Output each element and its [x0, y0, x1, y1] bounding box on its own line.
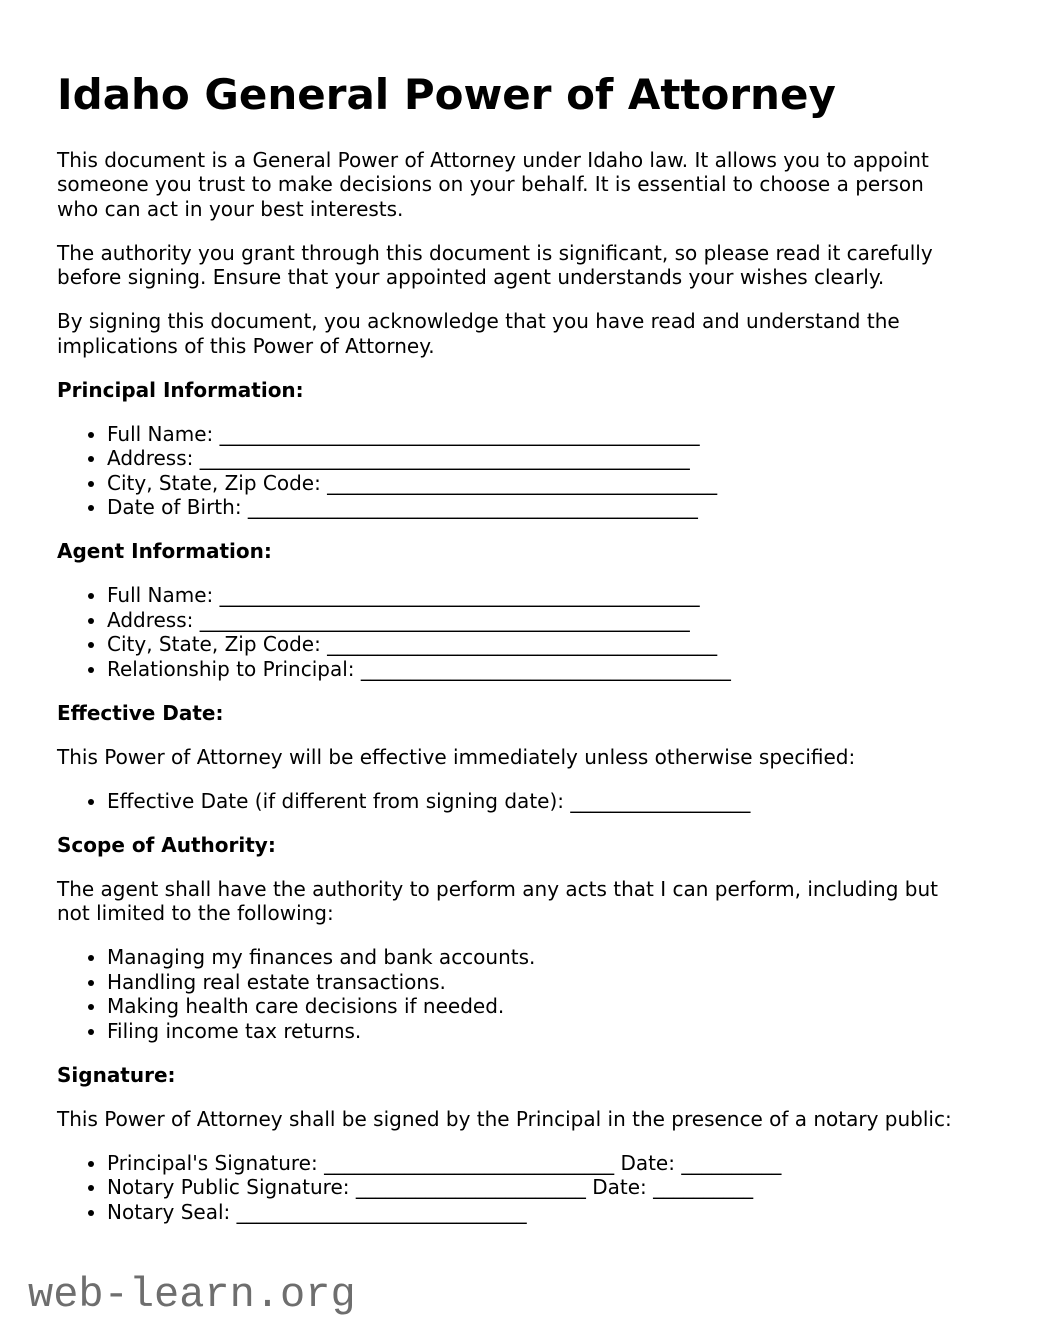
- document-title: Idaho General Power of Attorney: [57, 70, 836, 119]
- scope-of-authority-heading: Scope of Authority:: [57, 832, 276, 857]
- principal-city-state-zip-field: • City, State, Zip Code: _______________________________________: [107, 471, 952, 496]
- signature-heading: Signature:: [57, 1062, 176, 1087]
- scope-item-real-estate: • Handling real estate transactions.: [107, 970, 952, 995]
- scope-of-authority-list: [57, 945, 952, 1043]
- principal-date-of-birth-field: • Date of Birth: _____________________________________________: [107, 495, 952, 520]
- signature-paragraph: This Power of Attorney shall be signed by the Principal in the presence of a notary public:: [57, 1106, 952, 1131]
- agent-relationship-field: • Relationship to Principal: _____________________________________: [107, 657, 952, 682]
- principal-full-name-field: • Full Name: ________________________________________________: [107, 422, 952, 447]
- agent-address-field: • Address: _________________________________________________: [107, 608, 952, 633]
- notary-public-signature-field: • Notary Public Signature: _______________________ Date: __________: [107, 1175, 952, 1200]
- effective-date-field: • Effective Date (if different from signing date): __________________: [107, 789, 952, 814]
- intro-paragraph-3: By signing this document, you acknowledge that you have read and understand the implications of this Power of Attorney.: [57, 309, 900, 358]
- principal-information-list: [57, 422, 952, 520]
- principal-address-field: • Address: _________________________________________________: [107, 446, 952, 471]
- signature-list: [57, 1151, 952, 1225]
- effective-date-paragraph: This Power of Attorney will be effective immediately unless otherwise specified:: [57, 744, 856, 769]
- agent-information-list: [57, 583, 952, 681]
- scope-of-authority-paragraph: The agent shall have the authority to perform any acts that I can perform, including but not limited to the following:: [57, 876, 938, 926]
- principal-signature-field: • Principal's Signature: _____________________________ Date: __________: [107, 1151, 952, 1176]
- effective-date-heading: Effective Date:: [57, 700, 224, 725]
- principal-information-heading: Principal Information:: [57, 377, 304, 402]
- scope-item-health-care: • Making health care decisions if needed.: [107, 994, 952, 1019]
- notary-seal-field: • Notary Seal: _____________________________: [107, 1200, 952, 1225]
- agent-city-state-zip-field: • City, State, Zip Code: _______________________________________: [107, 632, 952, 657]
- scope-item-finances: • Managing my finances and bank accounts.: [107, 945, 952, 970]
- intro-paragraph-1: This document is a General Power of Attorney under Idaho law. It allows you to appoint someone you trust to make decisions on your behalf. It is essential to choose a person who can act in your best interests.: [57, 147, 929, 221]
- intro-paragraph-2: The authority you grant through this document is significant, so please read it carefully before signing. Ensure that your appointed agent understands your wishes clearly.: [57, 240, 933, 290]
- watermark-web-learn-org: web-learn.org: [28, 1271, 356, 1319]
- scope-item-tax-returns: • Filing income tax returns.: [107, 1019, 952, 1044]
- agent-information-heading: Agent Information:: [57, 539, 272, 564]
- agent-full-name-field: • Full Name: ________________________________________________: [107, 583, 952, 608]
- effective-date-list: [57, 789, 952, 814]
